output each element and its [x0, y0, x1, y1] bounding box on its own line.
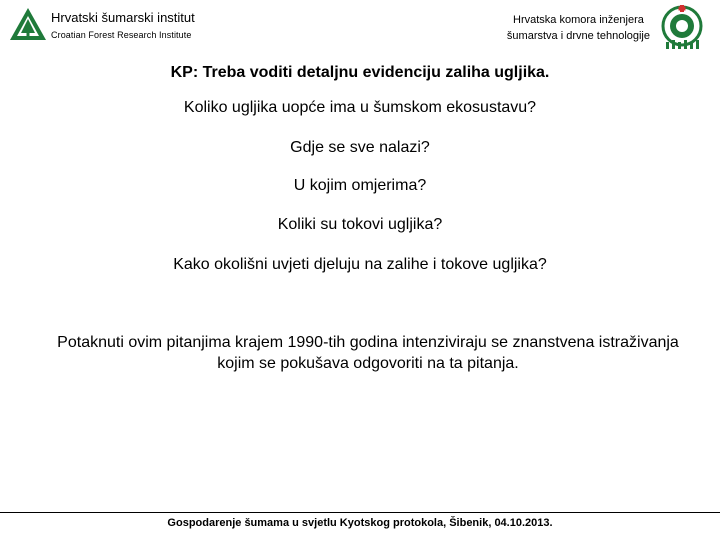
- right-institute-line1: Hrvatska komora inženjera: [513, 14, 644, 26]
- right-institute: [507, 12, 650, 44]
- slide-title: KP: Treba voditi detaljnu evidenciju zaliha ugljika.: [170, 64, 550, 81]
- footer-divider: [0, 512, 720, 513]
- round-emblem-logo-icon: [658, 4, 706, 50]
- left-institute-subtitle: Croatian Forest Research Institute: [51, 30, 192, 40]
- question-item: Gdje se sve nalazi?: [290, 139, 430, 156]
- left-institute-name: Hrvatski šumarski institut: [51, 10, 195, 25]
- question-item: U kojim omjerima?: [293, 177, 427, 194]
- question-item: Koliko ugljika uopće ima u šumskom ekosustavu?: [183, 99, 537, 116]
- question-item: Kako okolišni uvjeti djeluju na zalihe i tokove ugljika?: [173, 256, 547, 273]
- footer-text: Gospodarenje šumama u svjetlu Kyotskog protokola, Šibenik, 04.10.2013.: [167, 517, 553, 529]
- triangle-tree-logo-icon: [9, 7, 47, 41]
- right-institute-line2: šumarstva i drvne tehnologije: [506, 30, 650, 42]
- body-paragraph: Potaknuti ovim pitanjima krajem 1990-tih godina intenziviraju se znanstvena istraživanja kojim se pokušava odgovoriti na ta pitanja.: [57, 334, 679, 372]
- question-item: Koliki su tokovi ugljika?: [277, 216, 443, 233]
- left-institute: [51, 10, 195, 41]
